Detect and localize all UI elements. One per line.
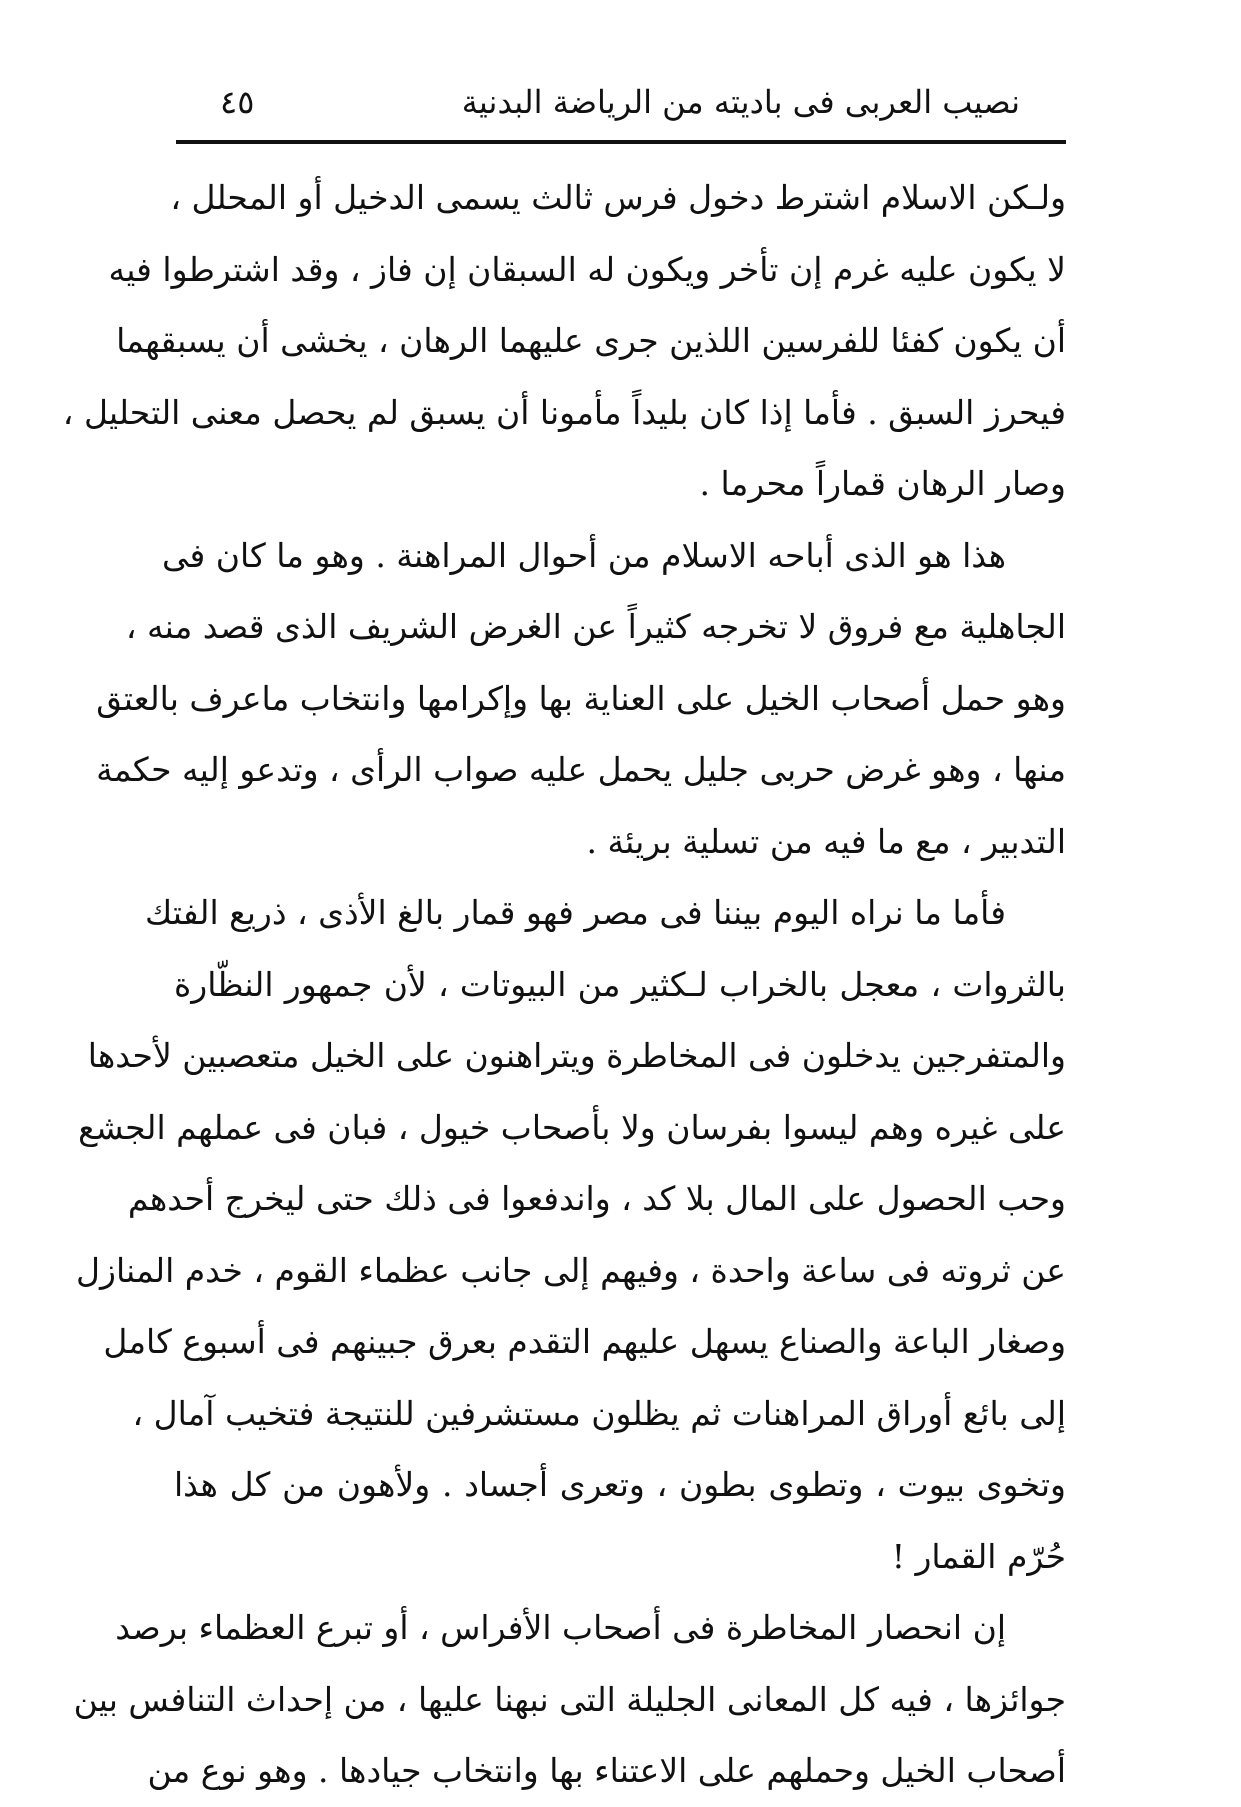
text-line: بالثروات ، معجل بالخراب لـكثير من البيوتات ، لأن جمهور النظّارة <box>174 964 1066 1004</box>
running-title: نصيب العربى فى باديته من الرياضة البدنية <box>461 83 1020 121</box>
text-line: إن انحصار المخاطرة فى أصحاب الأفراس ، أو تبرع العظماء برصد <box>115 1608 1006 1647</box>
header-rule <box>176 140 1066 144</box>
running-header <box>180 78 1080 138</box>
text-line: والمتفرجين يدخلون فى المخاطرة ويتراهنون على الخيل متعصبين لأحدها <box>87 1036 1066 1075</box>
text-line: الجاهلية مع فروق لا تخرجه كثيراً عن الغرض الشريف الذى قصد منه ، <box>125 607 1066 646</box>
text-line: وتخوى بيوت ، وتطوى بطون ، وتعرى أجساد . ولأهون من كل هذا <box>174 1465 1066 1504</box>
text-line: التدبير ، مع ما فيه من تسلية بريئة . <box>586 821 1066 861</box>
text-line: وهو حمل أصحاب الخيل على العناية بها وإكرامها وانتخاب ماعرف بالعتق <box>96 678 1066 718</box>
text-line: هذا هو الذى أباحه الاسلام من أحوال المراهنة . وهو ما كان فى <box>161 535 1006 575</box>
text-line: إلى بائع أوراق المراهنات ثم يظلون مستشرفين للنتيجة فتخيب آمال ، <box>132 1393 1066 1433</box>
text-line: وصغار الباعة والصناع يسهل عليهم التقدم بعرق جبينهم فى أسبوع كامل <box>103 1322 1066 1361</box>
text-line: على غيره وهم ليسوا بفرسان ولا بأصحاب خيول ، فبان فى عملهم الجشع <box>78 1107 1066 1147</box>
text-line: لا يكون عليه غرم إن تأخر ويكون له السبقان إن فاز ، وقد اشترطوا فيه <box>108 249 1066 289</box>
text-line: جوائزها ، فيه كل المعانى الجليلة التى نبهنا عليها ، من إحداث التنافس بين <box>73 1679 1066 1719</box>
text-line: أن يكون كفئا للفرسين اللذين جرى عليهما الرهان ، يخشى أن يسبقهما <box>116 321 1066 360</box>
text-line: عن ثروته فى ساعة واحدة ، وفيهم إلى جانب عظماء القوم ، خدم المنازل <box>76 1250 1066 1290</box>
text-line: وحب الحصول على المال بلا كد ، واندفعوا فى ذلك حتى ليخرج أحدهم <box>127 1179 1066 1218</box>
text-line: فيحرز السبق . فأما إذا كان بليداً مأمونا أن يسبق لم يحصل معنى التحليل ، <box>62 392 1066 432</box>
text-line: ولـكن الاسلام اشترط دخول فرس ثالث يسمى الدخيل أو المحلل ، <box>170 178 1066 217</box>
text-line: فأما ما نراه اليوم بيننا فى مصر فهو قمار بالغ الأذى ، ذريع الفتك <box>144 893 1006 932</box>
text-line: حُرّم القمار ! <box>891 1536 1066 1576</box>
text-line: وصار الرهان قماراً محرما . <box>699 464 1066 503</box>
page-number: ٤٥ <box>220 83 255 121</box>
body-text <box>62 162 1066 1807</box>
text-line: أصحاب الخيل وحملهم على الاعتناء بها وانتخاب جيادها . وهو نوع من <box>147 1751 1066 1790</box>
text-line: منها ، وهو غرض حربى جليل يحمل عليه صواب الرأى ، وتدعو إليه حكمة <box>96 750 1066 789</box>
